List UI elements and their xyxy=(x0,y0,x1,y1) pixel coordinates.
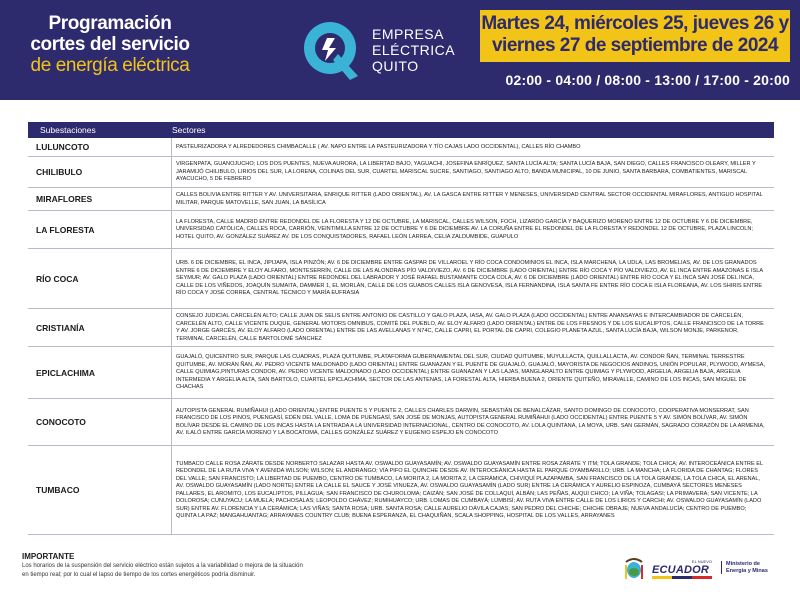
gov-small-text: EL NUEVO xyxy=(691,559,712,564)
note-line-2: en tiempo real; por lo cual el lapso de tiempo de los cortes energéticos podría disminuir. xyxy=(22,572,256,578)
page-title xyxy=(20,14,200,75)
company-name xyxy=(372,26,455,74)
company-name-line-2: ELÉCTRICA xyxy=(372,42,456,58)
coat-of-arms-icon xyxy=(622,556,646,582)
substation-name: CONOCOTO xyxy=(28,399,172,445)
eeq-logo-icon xyxy=(300,18,366,84)
table-row xyxy=(28,211,774,249)
sectors-text: TUMBACO CALLE ROSA ZÁRATE DESDE NORBERTO SALAZAR HASTA AV. OSWALDO GUAYASAMÍN; AV. OSWALDO GUAYASAMÍN ENTRE ROSA ZÁRATE Y ITM; TOLA GRANDE; TOLA CHICA; AV. INTEROCEÁNICA ENTRE EL REDONDEL DE LA RUTA VIVA Y AVENIDA WILSON; WILSON; EL ANDRANGO; VÍA PIFO EL QUINCHE DESDE AV. INTEROCEÁNICA HASTA EL PARQUE OYAMBARILLO; URB. LA MANCHA; LA FLORIDA DE CHANTAG; FLORES DEL VALLE; SAN FRANCISTO; LA LIBERTAD DE PUEMBO, CENTRO DE TUMBACO, LA MORITA 2, LA MORITA 2, LA CERÁMICA, CHIVIQUÍ PLAZAPAMBA, SAN FRANCISCO DE LA TOLA GRANDE, LA TOLA CHICA, EL ARENAL, AV. OSWALDO GUAYASAMÍN (LADO NORTE) ENTRE LA CALLE EL SAUCE Y JOSÉ VINUEZA, AV. OSWALDO GUAYASAMÍN (LADO SUR) ENTRE LA CERÁMICA Y AURELIO ESPINOZA, CUMBAYÁ SECTORES MENESES PALLARES, EL AROMITO, LOS EUCALIPTOS, PILLAGUA; SAN FRANCISCO DE CHUROLOMA; CAIZÁN; SAN JOSÉ DE COLLAQUÍ, ALBÁN; LAS PEÑAS, AUQUI CHICO; LA VIÑA; TOLAGASI; LA PRIMAVERA; SAN VICENTE; LA DOLOROSA; CUNUYACU; LA MUELA; PACHOSALAS; LEOPOLDO CHÁVEZ; RUMIHUAYCO; URB. LOMAS DE CUMBAYÁ; LUMBISÍ; AV. RUTA VIVA ENTRE CALLE DE LOS LIRIOS Y CARCHI; AV. OSWALDO GUAYASAMÍN (LADO SUR) ENTRE AV. FLORENCIA Y LA CERÁMICA; LAS VIÑAS; SANTA ROSA; URB. SANTA ROSA; CALLE AURELIO DÁVILA CAJAS; SAN PEDRO DEL CHICHE; CHICHE OBRAJE; NUEVA ANDALUCÍA; CENTRO DE PUEMBO; QUINTA LA PAZ; MANGAHUANTAG; ARRAYANES COUNTRY CLUB; BUENA ESPERANZA, EL CHAQUIÑAN, SCALA SHOPPING, HOSPITAL DE LOS VALLES, ARRAYANES xyxy=(176,460,763,519)
substation-name: TUMBACO xyxy=(28,446,172,534)
substation-name: CHILIBULO xyxy=(28,157,172,187)
sectors-text: GUAJALÓ, QUICENTRO SUR, PARQUE LAS CUADRAS, PLAZA QUITUMBE, PLATAFORMA GUBERNAMENTAL DEL SUR, CIUDAD QUITUMBE, MUYULLACTA, QUILLALLACTA, AV. CONDOR ÑAN, TERMINAL TERRESTRE QUITUMBE, AV. MORÁN ÑAN, AV. PEDRO VICENTE MALDONADO (LADO ORIENTAL) ENTRE GUANAZAN Y EL PUENTE DE GUAJALÓ, GUAJALÓ, MAYORISTA DE NEGOCIOS ANDINOS, UNIÓN POPULAR, PLYWOOD, AYMESA, CALLE QUIMIAG,PINTURAS CONDOR, AV. PEDRO VICENTE MALDONADO (LADO OCCIDENTAL) ENTRE GUANAZAN Y LAS LAJAS, MANGLARALTO ENTRE QUIMIAG Y PLYWOOD, ARGELIA, ARGELIA BAJA, ARGELIA INTERMEDIA Y ARGELIA ALTA, SAN BARTOLO, CUARTEL EPICLACHIMA, SECTOR DE LAS ANTENAS, LA FORESTAL ALTA, HIERBA BUENA 2, ORIENTE QUITEÑO, MIRAVALLE, CAMINO DE LOS INCAS, SAN MIGUEL DE CHACHAS xyxy=(176,354,766,391)
company-name-line-1: EMPRESA xyxy=(372,26,444,42)
substation-name: MIRAFLORES xyxy=(28,188,172,210)
title-line-1: Programación xyxy=(48,13,172,34)
flag-stripe-blue xyxy=(672,576,692,579)
ministry-logo xyxy=(721,561,781,574)
important-label: IMPORTANTE xyxy=(22,552,75,561)
table-row xyxy=(28,309,774,347)
substation-name: CRISTIANÍA xyxy=(28,309,172,346)
table-row xyxy=(28,188,774,211)
important-note xyxy=(22,552,362,579)
substation-name: RÍO COCA xyxy=(28,249,172,308)
company-logo xyxy=(300,18,460,84)
date-banner xyxy=(480,10,790,62)
table-row xyxy=(28,399,774,446)
gov-word: ECUADOR xyxy=(652,564,710,576)
flag-stripe-yellow xyxy=(652,576,672,579)
column-header-sectors: Sectores xyxy=(172,125,206,135)
flag-stripe-red xyxy=(692,576,712,579)
column-header-substation: Subestaciones xyxy=(40,125,96,135)
title-line-2: cortes del servicio xyxy=(30,34,190,55)
substation-name: EPICLACHIMA xyxy=(28,347,172,398)
ministry-line-1: Ministerio de xyxy=(726,561,760,567)
sectors-text: AUTOPISTA GENERAL RUMIÑAHUI (LADO ORIENTAL) ENTRE PUENTE 5 Y PUENTE 2, CALLES CHARLES DARWIN, SEBASTIÁN DE BENALCÁZAR, SANTO DOMINGO DE CONOCOTO, COOPERATIVA MONSERRAT, SAN FRANCISCO DE LOS PINOS, PUENGASÍ, EDÉN DEL VALLE, LOMA DE PUENGASÍ, SAN JOSÉ DE MONJAS, AUTOPISTA GENERAL RUMIÑAHUI (LADO OCCIDENTAL) ENTRE PUENTE 5 Y AV. SIMÓN BOLÍVAR, AV. SIMÓN BOLÍVAR DESDE EL CAMINO DE LOS INCAS HASTA LA ENTRADA A LA UNIVERSIDAD INTERNACIONAL, CENTRO DE CONOCOTO, AV. LOLA QUINTANA, LA MOYA, URB. SAN GERMÁN, SAGRADO CORAZÓN DE LA ARMENIA, AV. ILALÓ ENTRE GARCÍA MORENO Y LA BOCATOMA, CALLES GONZÁLEZ SUÁREZ Y EUGENIO ESPEJO EN CONOCOTO xyxy=(176,407,765,436)
table-row xyxy=(28,446,774,535)
table-row xyxy=(28,138,774,157)
header-banner xyxy=(0,0,800,100)
sectors-text: URB. 6 DE DICIEMBRE, EL INCA, JIPIJAPA, ISLA PINZÓN; AV. 6 DE DICIEMBRE ENTRE GASPAR DE VILLAROEL Y RÍO COCA CONDOMINIOS EL INCA, ISLA MARCHENA, LA UDLA, LAS BROMELIAS, AV. DE LOS GRANADOS ENTRE 6 DE DICIEMBRE Y ELOY ALFARO, MONTESERRÍN, CALLE DE LAS ALONDRAS PÍO VALDIVIEZO, AV. 6 DE DICIEMBRE (LADO ORIENTAL) ENTRE RÍO COCA Y PÍO VALDIVIEZO, AV. EL INCA ENTRE AMAZONAS E ISLA SEYMUR; AV. GALO PLAZA (LADO ORIENTAL) ENTRE REDONDEL DEL LABRADOR Y JOSÉ RAFAEL BUSTAMANTE COCA COLA, AV. 6 DE DICIEMBRE (LADO ORIENTAL) ENTRE RÍO COCA Y EL INCA SAN JOSÉ DEL INCA, CALLE DE LOS VIÑEDOS, JOAQUÍN SUMAITA, DAMMER 1, EL MORLÁN, CALLE DE LOS GUABOS CALLES ISLA GENOVESA, ISLA FERNANDINA, ISLA SANTA FE ENTRE RÍO COCA E ISLA FLOREANA, AV. LOS SHIRIS ENTRE RÍO COCA Y JOSÉ CORREA, CENTRAL TÉCNICO Y MARÍA EUFRASIA xyxy=(176,260,763,297)
table-row xyxy=(28,157,774,188)
title-line-3: de energía eléctrica xyxy=(30,55,190,76)
substation-name: LA FLORESTA xyxy=(28,211,172,248)
sectors-text: CALLES BOLIVIA ENTRE RITTER Y AV. UNIVERSITARIA, ENRIQUE RITTER (LADO ORIENTAL), AV. LA GASCA ENTRE RITTER Y MENESES, UNIVERSIDAD CENTRAL SECTOR OCCIDENTAL MIRAFLORES, ANTIGUO HOSPITAL MILITAR, PARQUE MATOVELLE, SAN JUAN, LA BASÍLICA xyxy=(176,192,763,206)
substation-name: LULUNCOTO xyxy=(28,138,172,156)
table-row xyxy=(28,347,774,399)
flag-bar xyxy=(652,576,712,579)
note-line-1: Los horarios de la suspensión del servicio eléctrico están sujetos a la variabilidad o mejora de la situación xyxy=(22,563,303,569)
sectors-text: CONSEJO JUDICIAL CARCELÉN ALTO; CALLE JUAN DE SELIS ENTRE ANTONIO DE CASTILLO Y GALO PLAZA, IASA, AV. GALO PLAZA (LADO OCCIDENTAL) ENTRE ANANSAYAS E INTERCAMBIADOR DE CARCELÉN, CARCELÉN ALTO, CALLE VICENTE DUQUE, GENERAL MOTORS OMNIBUS, COMITÉ DEL PUEBLO, AV. ELOY ALFARO (LADO ORIENTAL) ENTRE DE LOS FRESNOS Y DE LOS EUCALIPTOS, CALLE FRANCISCO DE LA TORRE Y AV. JORGE GARCÉS, AV. ELOY ALFARO (LADO ORIENTAL) ENTRE DE LAS AVELLANAS Y N74C, CALLE CAPRI, EL PORTAL DE CAPRI, COLEGIO PLANETA AZUL, SANTA LUCÍA BAJA, WILSON MONJE, PARKENOR, TERMINAL CARCELÉN, CALLE BARTOLOMÉ SÁNCHEZ xyxy=(176,313,764,342)
sectors-text: PASTEURIZADORA Y ALREDEDORES CHIMBACALLE ( AV. NAPO ENTRE LA PASTEURIZADORA Y TÍO CAJAS LADO OCCIDENTAL), CALLES RÍO CHAMBO xyxy=(176,143,581,150)
table-row xyxy=(28,249,774,309)
sectors-text: VIRGENPATA, GUANOJUCHO; LOS DOS PUENTES, NUEVA AURORA, LA LIBERTAD BAJO, YAGUACHI, JOSEFINA ENRÍQUEZ, SANTA LUCÍA ALTA; SANTA LUCÍA BAJA, SAN DIEGO, CALLES FRANCISCO OLEARY, MILLER Y JARAMIJÓ CHILIBULO, LIRIOS DEL SUR, LA LORENA, COLINAS DEL SUR, CUARTEL MARISCAL SUCRE, SANTIAGO, SANTIAGO ALTO, BANDA MUNICIPAL, 10 DE JUNIO, SANTA BARBARA, COMBATIENTES, MARISCAL AYACUCHO, 5 DE FEBRERO xyxy=(176,161,756,183)
outage-table xyxy=(28,122,774,535)
outage-times: 02:00 - 04:00 / 08:00 - 13:00 / 17:00 - 20:00 xyxy=(505,72,790,88)
government-logo xyxy=(652,559,716,581)
date-line-1: Martes 24, miércoles 25, jueves 26 y xyxy=(481,13,789,34)
sectors-text: LA FLORESTA, CALLE MADRID ENTRE REDONDEL DE LA FLORESTA Y 12 DE OCTUBRE, LA MARISCAL, CALLES WILSON, FOCH, LIZARDO GARCÍA Y BAQUERIZO MORENO ENTRE 12 DE OCTUBRE Y 6 DE DICIEMBRE, UNIVERSIDAD CATÓLICA, CALLES ROCA, CARRIÓN, VEINTIMILLA ENTRE 12 DE OCTUBRE Y 6 DE DICIEMBRE AV. LA CORUÑA ENTRE EL REDONDEL DE LA FLORESTA Y REDONDEL 12 DE OCTUBRE, PLAZA LINCOLN; HOTEL QUITO, AV. GONZÁLEZ SUÁREZ AV. DE LOS CONQUISTADORES, RAFAEL LEÓN LARREA, CELIA ZALDUMBIDE, GUAPULO xyxy=(176,218,753,240)
date-line-2: viernes 27 de septiembre de 2024 xyxy=(491,35,779,56)
table-header xyxy=(28,122,774,138)
ministry-line-2: Energía y Minas xyxy=(726,567,768,574)
company-name-line-3: QUITO xyxy=(372,58,419,74)
